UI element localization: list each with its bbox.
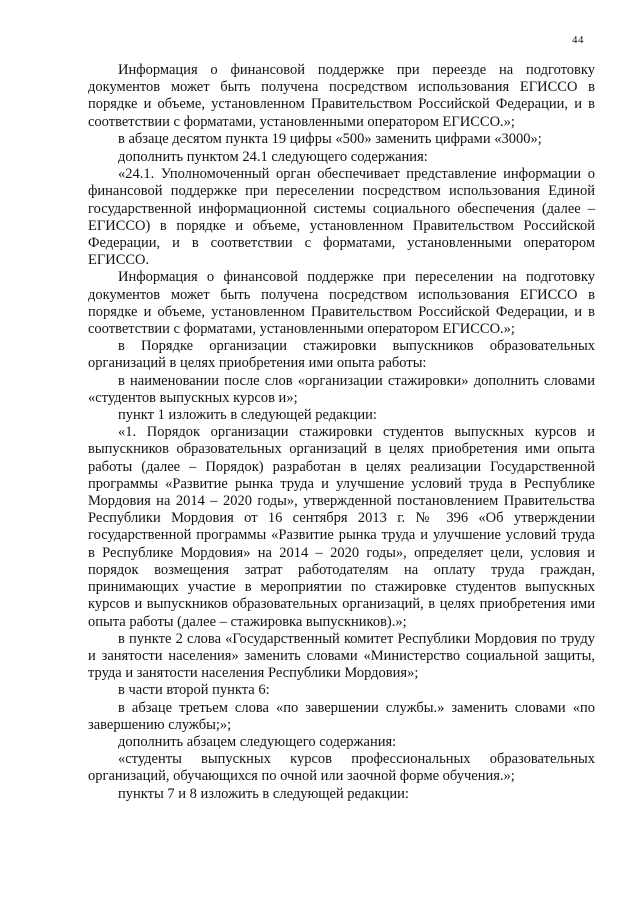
paragraph-8: пункт 1 изложить в следующей редакции: bbox=[118, 407, 377, 424]
paragraph-2: в абзаце десятом пункта 19 цифры «500» заменить цифрами «3000»; bbox=[118, 130, 542, 147]
paragraph-11: в части второй пункта 6: bbox=[118, 682, 270, 699]
page-number: 44 bbox=[572, 34, 584, 46]
paragraph-4: «24.1. Уполномоченный орган обеспечивает представление информации о финансовой поддержке при переселении посредством использования Единой государственной информационной системы социального обеспечения (далее – ЕГИССО) в порядке и объеме, установленном Правительством Российской Федерации, и в соответствии с форматами, установленными оператором ЕГИССО. bbox=[88, 166, 595, 269]
paragraph-15: пункты 7 и 8 изложить в следующей редакции: bbox=[118, 785, 409, 802]
paragraph-9: «1. Порядок организации стажировки студентов выпускных курсов и выпускников образовательных организаций в целях приобретения ими опыта работы (далее – Порядок) разработан в целях реализации Государственной программы «Развитие рынка труда и улучшение условий труда в Республике Мордовия на 2014 – 2020 годы», утвержденной постановлением Правительства Республики Мордовия от 16 сентября 2013 г. № 396 «Об утверждении государственной программы «Развитие рынка труда и улучшение условий труда в Республике Мордовия» на 2014 – 2020 годы», определяет цели, условия и порядок возмещения затрат работодателям на оплату труда граждан, принимающих участие в мероприятии по стажировке студентов выпускных курсов и выпускников образовательных организаций, в целях приобретения ими опыта работы (далее – стажировка выпускников).»; bbox=[88, 424, 595, 630]
paragraph-12: в абзаце третьем слова «по завершении службы.» заменить словами «по завершению службы;»; bbox=[88, 699, 595, 733]
paragraph-14: «студенты выпускных курсов профессиональных образовательных организаций, обучающихся по очной или заочной форме обучения.»; bbox=[88, 751, 595, 785]
document-body bbox=[88, 62, 595, 803]
paragraph-13: дополнить абзацем следующего содержания: bbox=[118, 733, 397, 750]
paragraph-7: в наименовании после слов «организации стажировки» дополнить словами «студентов выпускных курсов и»; bbox=[88, 372, 595, 406]
paragraph-3: дополнить пунктом 24.1 следующего содержания: bbox=[118, 149, 428, 166]
paragraph-1: Информация о финансовой поддержке при переезде на подготовку документов может быть получена посредством использования ЕГИССО в порядке и объеме, установленном Правительством Российской Федерации, и в соответствии с форматами, установленными оператором ЕГИССО.»; bbox=[88, 62, 595, 130]
paragraph-6: в Порядке организации стажировки выпускников образовательных организаций в целях приобретения ими опыта работы: bbox=[88, 338, 595, 372]
paragraph-5: Информация о финансовой поддержке при переселении на подготовку документов может быть получена посредством использования ЕГИССО в порядке и объеме, установленном Правительством Российской Федерации, и в соответствии с форматами, установленными оператором ЕГИССО.»; bbox=[88, 269, 595, 338]
paragraph-10: в пункте 2 слова «Государственный комитет Республики Мордовия по труду и занятости населения» заменить словами «Министерство социальной защиты, труда и занятости населения Республики Мордовия»; bbox=[88, 630, 595, 682]
